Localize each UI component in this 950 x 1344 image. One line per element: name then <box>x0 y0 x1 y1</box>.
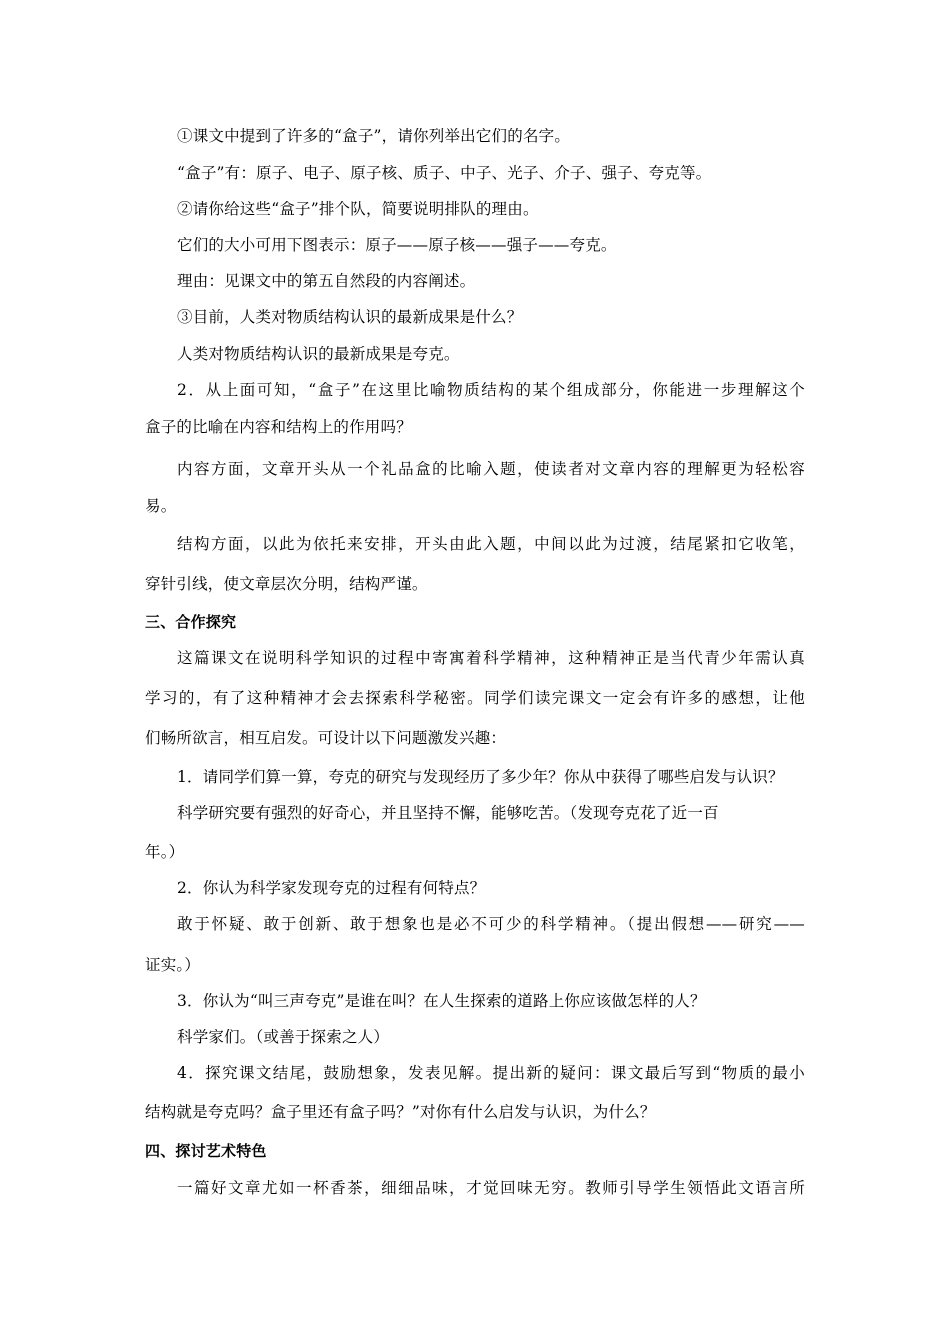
question-1-1: ①课文中提到了许多的“盒子”，请你列举出它们的名字。 <box>177 127 571 145</box>
intro-paragraph-line-2: 学习的，有了这种精神才会去探索科学秘密。同学们读完课文一定会有许多的感想，让他 <box>145 689 805 707</box>
answer-3-1-line-1: 科学研究要有强烈的好奇心，并且坚持不懈，能够吃苦。（发现夸克花了近一百 <box>177 804 719 822</box>
question-3-1: 1．请同学们算一算，夸克的研究与发现经历了多少年？你从中获得了哪些启发与认识？ <box>177 768 784 786</box>
question-3-4-line-2: 结构就是夸克吗？盒子里还有盒子吗？”对你有什么启发与认识，为什么？ <box>145 1103 656 1121</box>
reason-1-2: 理由：见课文中的第五自然段的内容阐述。 <box>177 272 476 290</box>
structure-paragraph-line-2: 穿针引线，使文章层次分明，结构严谨。 <box>145 575 428 593</box>
section-heading-4: 四、探讨艺术特色 <box>145 1142 267 1160</box>
question-3-4-line-1: 4．探究课文结尾，鼓励想象，发表见解。提出新的疑问：课文最后写到“物质的最小 <box>177 1064 805 1082</box>
question-3-3: 3．你认为“叫三声夸克”是谁在叫？在人生探索的道路上你应该做怎样的人？ <box>177 992 706 1010</box>
question-1-2: ②请你给这些“盒子”排个队，简要说明排队的理由。 <box>177 200 539 218</box>
answer-1-2: 它们的大小可用下图表示：原子——原子核——强子——夸克。 <box>177 236 617 254</box>
answer-3-2-line-1: 敢于怀疑、敢于创新、敢于想象也是必不可少的科学精神。（提出假想——研究—— <box>177 915 805 933</box>
structure-paragraph-line-1: 结构方面，以此为依托来安排，开头由此入题，中间以此为过渡，结尾紧扣它收笔， <box>177 535 805 553</box>
question-2-line-1: 2．从上面可知，“盒子”在这里比喻物质结构的某个组成部分，你能进一步理解这个 <box>177 381 805 399</box>
question-3-2: 2．你认为科学家发现夸克的过程有何特点？ <box>177 879 486 897</box>
answer-1-3: 人类对物质结构认识的最新成果是夸克。 <box>177 345 460 363</box>
section-heading-3: 三、合作探究 <box>145 613 237 631</box>
question-1-3: ③目前，人类对物质结构认识的最新成果是什么？ <box>177 308 523 326</box>
intro-paragraph-line-3: 们畅所欲言，相互启发。可设计以下问题激发兴趣： <box>145 729 507 747</box>
answer-1-1: “盒子”有：原子、电子、原子核、质子、中子、光子、介子、强子、夸克等。 <box>177 164 712 182</box>
intro-paragraph-line-1: 这篇课文在说明科学知识的过程中寄寓着科学精神，这种精神正是当代青少年需认真 <box>177 649 805 667</box>
answer-3-2-line-2: 证实。） <box>145 956 201 974</box>
content-paragraph-line-2: 易。 <box>145 497 177 515</box>
art-paragraph-line-1: 一篇好文章尤如一杯香茶，细细品味，才觉回味无穷。教师引导学生领悟此文语言所 <box>177 1179 805 1197</box>
content-paragraph-line-1: 内容方面，文章开头从一个礼品盒的比喻入题，使读者对文章内容的理解更为轻松容 <box>177 460 805 478</box>
question-2-line-2: 盒子的比喻在内容和结构上的作用吗？ <box>145 418 412 436</box>
answer-3-3: 科学家们。（或善于探索之人） <box>177 1028 390 1046</box>
answer-3-1-line-2: 年。） <box>145 843 185 861</box>
